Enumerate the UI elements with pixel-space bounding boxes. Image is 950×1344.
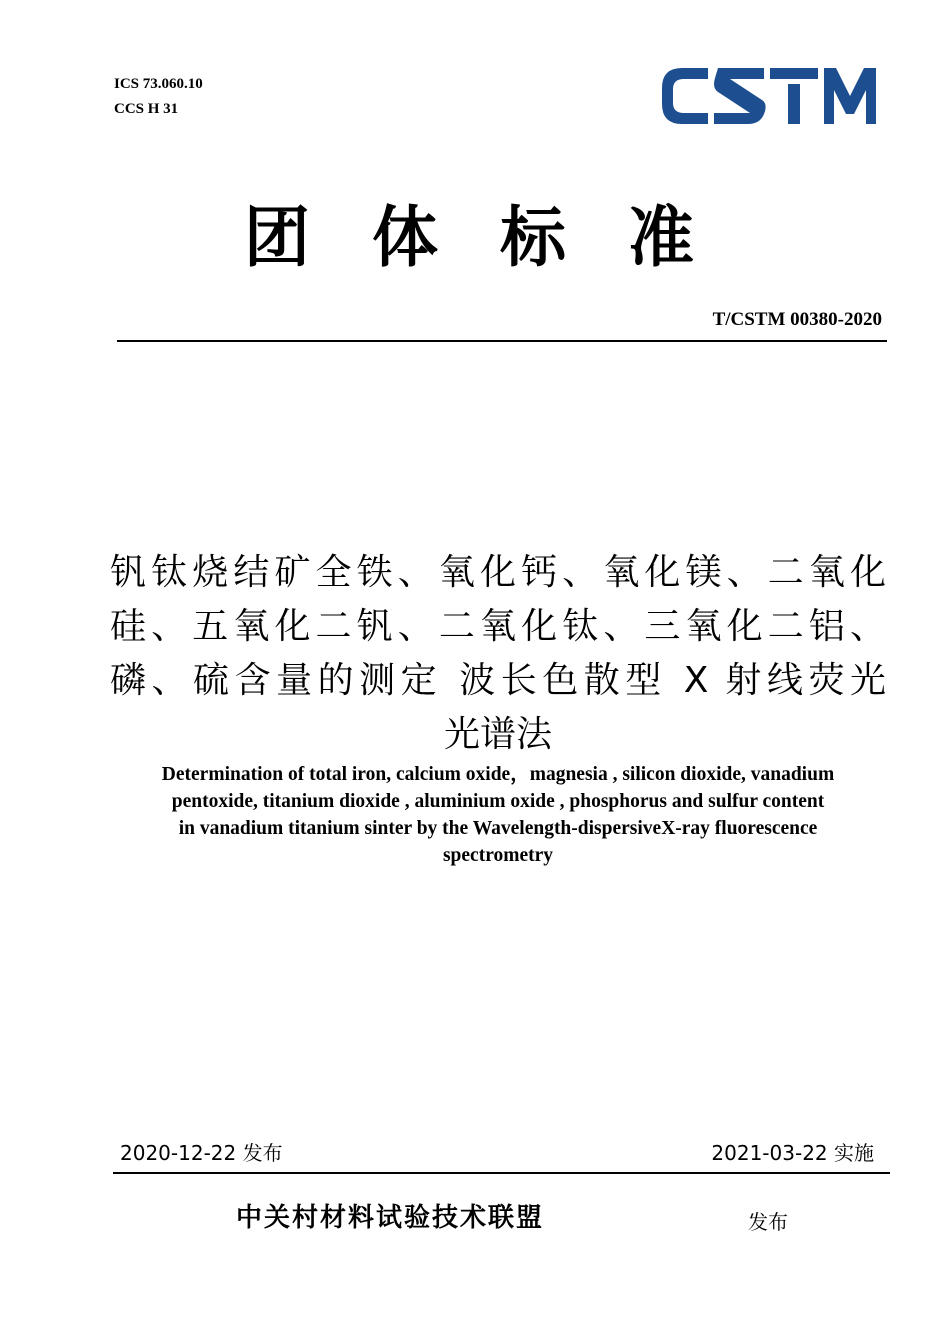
- english-title-line: pentoxide, titanium dioxide , aluminium oxide , phosphorus and sulfur content: [171, 791, 825, 812]
- chinese-title-line: 钒钛烧结矿全铁、氧化钙、氧化镁、二氧化: [110, 552, 886, 593]
- header-divider: [117, 340, 887, 342]
- implementation-date: 2021-03-22 实施: [711, 1141, 874, 1165]
- chinese-title: [110, 546, 886, 762]
- cstm-logo: [660, 64, 880, 128]
- chinese-title-line: 磷、硫含量的测定 波长色散型 X 射线荧光: [110, 660, 886, 701]
- document-type-title: 团体标准: [244, 199, 756, 276]
- english-title-line: Determination of total iron, calcium oxide，magnesia , silicon dioxide, vanadium: [161, 764, 835, 785]
- ccs-code: CCS H 31: [114, 101, 179, 117]
- english-title-line: spectrometry: [442, 845, 554, 866]
- standard-number: T/CSTM 00380-2020: [712, 309, 882, 330]
- english-title-line: in vanadium titanium sinter by the Wavelength-dispersiveX-ray fluorescence: [178, 818, 818, 839]
- publish-date: 2020-12-22 发布: [120, 1141, 283, 1165]
- ics-code: ICS 73.060.10: [114, 76, 203, 92]
- footer-divider: [113, 1172, 890, 1174]
- publishing-organization: 中关村材料试验技术联盟: [236, 1203, 545, 1233]
- chinese-title-line: 光谱法: [443, 714, 552, 755]
- english-title: [110, 761, 886, 869]
- publish-label: 发布: [748, 1210, 788, 1234]
- chinese-title-line: 硅、五氧化二钒、二氧化钛、三氧化二铝、: [110, 606, 886, 647]
